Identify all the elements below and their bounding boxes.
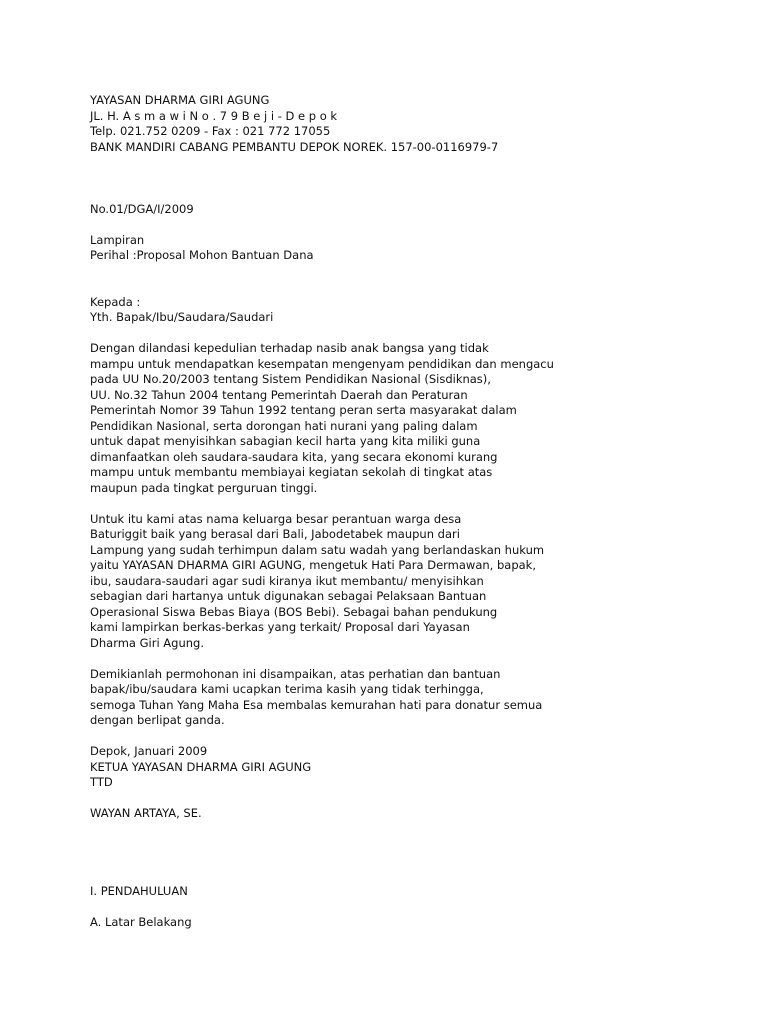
paragraph-line: untuk dapat menyisihkan sabagian kecil harta yang kita miliki guna	[90, 434, 481, 448]
recipient-salutation: Yth. Bapak/Ibu/Saudara/Saudari	[90, 310, 274, 324]
organization-phone-fax: Telp. 021.752 0209 - Fax : 021 772 17055	[90, 124, 331, 138]
paragraph-line: dengan berlipat ganda.	[90, 713, 225, 727]
paragraph-line: Pemerintah Nomor 39 Tahun 1992 tentang peran serta masyarakat dalam	[90, 403, 517, 417]
paragraph-line: ibu, saudara-saudari agar sudi kiranya ikut membantu/ menyisihkan	[90, 573, 484, 588]
place-and-date: Depok, Januari 2009	[90, 744, 208, 758]
letter-page	[90, 93, 730, 930]
paragraph-line: Operasional Siswa Bebas Biaya (BOS Bebi). Sebagai bahan pendukung	[90, 604, 498, 619]
attachment-label: Lampiran	[90, 232, 145, 247]
paragraph-line: mampu untuk mendapatkan kesempatan mengenyam pendidikan dan mengacu	[90, 356, 554, 371]
body-paragraph-1	[90, 341, 730, 496]
paragraph-line: pada UU No.20/2003 tentang Sistem Pendidikan Nasional (Sisdiknas),	[90, 372, 491, 386]
paragraph-line: Lampung yang sudah terhimpun dalam satu wadah yang berlandaskan hukum	[90, 542, 545, 557]
paragraph-line: bapak/ibu/saudara kami ucapkan terima kasih yang tidak terhingga,	[90, 682, 484, 696]
letter-closing	[90, 744, 730, 822]
paragraph-line: semoga Tuhan Yang Maha Esa membalas kemurahan hati para donatur semua	[90, 697, 543, 712]
signer-name: WAYAN ARTAYA, SE.	[90, 806, 202, 820]
organization-bank-account: BANK MANDIRI CABANG PEMBANTU DEPOK NOREK. 157-00-0116979-7	[90, 139, 499, 154]
organization-address: JL. H. A s m a w i N o . 7 9 B e j i - D e p o k	[90, 108, 338, 123]
paragraph-line: Pendidikan Nasional, serta dorongan hati nurani yang paling dalam	[90, 418, 478, 433]
signer-position: KETUA YAYASAN DHARMA GIRI AGUNG	[90, 759, 312, 774]
paragraph-line: Untuk itu kami atas nama keluarga besar perantuan warga desa	[90, 511, 462, 526]
paragraph-line: sebagian dari hartanya untuk digunakan sebagai Pelaksaan Bantuan	[90, 589, 487, 603]
recipient-label: Kepada :	[90, 294, 141, 309]
letter-subject: Perihal :Proposal Mohon Bantuan Dana	[90, 248, 314, 262]
paragraph-line: Dengan dilandasi kepedulian terhadap nasib anak bangsa yang tidak	[90, 341, 489, 355]
paragraph-line: UU. No.32 Tahun 2004 tentang Pemerintah Daerah dan Peraturan	[90, 387, 468, 402]
paragraph-line: mampu untuk membantu membiayai kegiatan sekolah di tingkat atas	[90, 465, 493, 479]
body-paragraph-3	[90, 667, 730, 729]
letterhead	[90, 93, 730, 155]
organization-name: YAYASAN DHARMA GIRI AGUNG	[90, 93, 270, 107]
chapter-heading: I. PENDAHULUAN	[90, 883, 188, 898]
paragraph-line: Dharma Giri Agung.	[90, 635, 205, 650]
paragraph-line: Demikianlah permohonan ini disampaikan, atas perhatian dan bantuan	[90, 666, 501, 681]
paragraph-line: Baturiggit baik yang berasal dari Bali, Jabodetabek maupun dari	[90, 527, 460, 541]
body-paragraph-2	[90, 512, 730, 652]
paragraph-line: yaitu YAYASAN DHARMA GIRI AGUNG, mengetuk Hati Para Dermawan, bapak,	[90, 558, 536, 572]
paragraph-line: maupun pada tingkat perguruan tinggi.	[90, 480, 318, 495]
section-heading: A. Latar Belakang	[90, 914, 192, 929]
letter-number: No.01/DGA/I/2009	[90, 201, 194, 216]
paragraph-line: kami lampirkan berkas-berkas yang terkait/ Proposal dari Yayasan	[90, 620, 470, 634]
signed-mark: TTD	[90, 775, 113, 789]
paragraph-line: dimanfaatkan oleh saudara-saudara kita, yang secara ekonomi kurang	[90, 449, 498, 464]
